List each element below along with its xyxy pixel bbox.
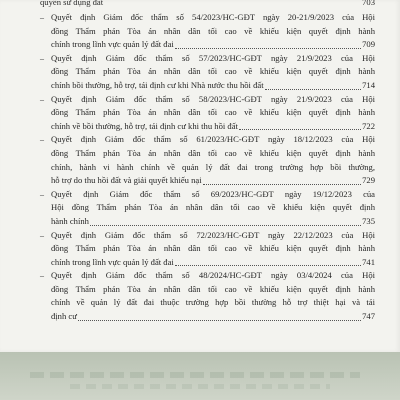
entry-line: đồng Thẩm phán Tòa án nhân dân tối cao về khiếu kiện quyết định hành — [51, 66, 375, 77]
bullet-icon: – — [40, 94, 44, 104]
bullet-icon: – — [40, 53, 44, 63]
toc-entry — [40, 269, 375, 323]
page-number: 729 — [362, 175, 375, 186]
entry-line: Quyết định Giám đốc thẩm số 69/2023/HC-GĐT ngày 19/12/2023 của — [51, 188, 375, 199]
dot-leader — [265, 89, 362, 90]
dot-leader — [175, 265, 361, 266]
entry-line: chính về quản lý đất đai thuộc trường hợp bồi thường hỗ trợ thiệt hại và tái — [51, 297, 375, 308]
page-number: 747 — [362, 311, 375, 322]
entry-line: định cư — [51, 311, 77, 322]
entry-text: quyền sử dụng đất — [40, 0, 104, 7]
dot-leader — [78, 320, 361, 321]
entry-line: Hội đồng Thẩm phán Tòa án nhân dân tối cao về khiếu kiện quyết định — [51, 202, 375, 213]
entry-line: Quyết định Giám đốc thẩm số 48/2024/HC-GĐT ngày 03/4/2024 của Hội — [51, 270, 375, 281]
dot-leader — [175, 48, 361, 49]
bullet-icon: – — [40, 135, 44, 145]
entry-line: đồng Thẩm phán Tòa án nhân dân tối cao về khiếu kiện quyết định hành — [51, 283, 375, 294]
entry-line: chính trong lĩnh vực quản lý đất đai — [51, 256, 174, 267]
toc-entry — [40, 52, 375, 93]
entry-last-line — [51, 215, 375, 229]
dot-leader — [90, 225, 361, 226]
entry-line: Quyết định Giám đốc thẩm số 58/2023/HC-GĐT ngày 21/9/2023 của Hội — [51, 93, 375, 104]
dot-leader — [239, 129, 361, 130]
entry-line: chính về bồi thường, hỗ trợ, tái định cư khi thu hồi đất — [51, 120, 238, 131]
entry-last-line — [51, 174, 375, 188]
page-number: 735 — [362, 215, 375, 226]
entry-last-line — [51, 38, 375, 52]
toc-entry — [40, 229, 375, 270]
page-number: 714 — [362, 79, 375, 90]
dot-leader — [203, 184, 362, 185]
entry-line: chính bồi thường, hỗ trợ, tái định cư khi Nhà nước thu hồi đất — [51, 79, 264, 90]
faded-text — [70, 384, 330, 389]
entry-last-line — [51, 256, 375, 270]
page-number: 703 — [362, 0, 375, 7]
entry-last-line — [51, 310, 375, 324]
page-number: 709 — [362, 39, 375, 50]
table-of-contents — [40, 11, 375, 324]
entry-last-line — [51, 79, 375, 93]
entry-line: Quyết định Giám đốc thẩm số 61/2023/HC-GĐT ngày 18/12/2023 của Hội — [51, 134, 375, 145]
entry-line: Quyết định Giám đốc thẩm số 72/2023/HC-GĐT ngày 22/12/2023 của Hội — [51, 229, 375, 240]
entry-line: Quyết định Giám đốc thẩm số 54/2023/HC-GĐT ngày 20-21/9/2023 của Hội — [51, 12, 375, 22]
entry-line: chính trong lĩnh vực quản lý đất đai — [51, 39, 174, 50]
toc-entry-continued — [40, 0, 375, 7]
bullet-icon: – — [40, 189, 44, 199]
bullet-icon: – — [40, 13, 44, 22]
entry-line: đồng Thẩm phán Tòa án nhân dân tối cao về khiếu kiện quyết định hành — [51, 243, 375, 254]
entry-line: hỗ trợ do thu hồi đất và giải quyết khiếu nại — [51, 175, 202, 186]
toc-entry — [40, 188, 375, 229]
toc-entry — [40, 133, 375, 187]
faded-text — [30, 372, 360, 378]
toc-entry — [40, 93, 375, 134]
entry-line: chính, hành vi hành chính về quản lý đất đai trong trường hợp bồi thường, — [51, 161, 375, 172]
toc-entry — [40, 11, 375, 52]
page-number: 741 — [362, 256, 375, 267]
bullet-icon: – — [40, 271, 44, 281]
entry-line: đồng Thẩm phán Tòa án nhân dân tối cao về khiếu kiện quyết định hành — [51, 25, 375, 36]
bullet-icon: – — [40, 230, 44, 240]
entry-line: Quyết định Giám đốc thẩm số 57/2023/HC-GĐT ngày 21/9/2023 của Hội — [51, 52, 375, 63]
entry-line: đồng Thẩm phán Tòa án nhân dân tối cao về khiếu kiện quyết định hành — [51, 107, 375, 118]
entry-line: hành chính — [51, 215, 89, 226]
entry-last-line — [51, 120, 375, 134]
entry-line: đồng Thẩm phán Tòa án nhân dân tối cao về khiếu kiện quyết định hành — [51, 147, 375, 158]
page-number: 722 — [362, 120, 375, 131]
